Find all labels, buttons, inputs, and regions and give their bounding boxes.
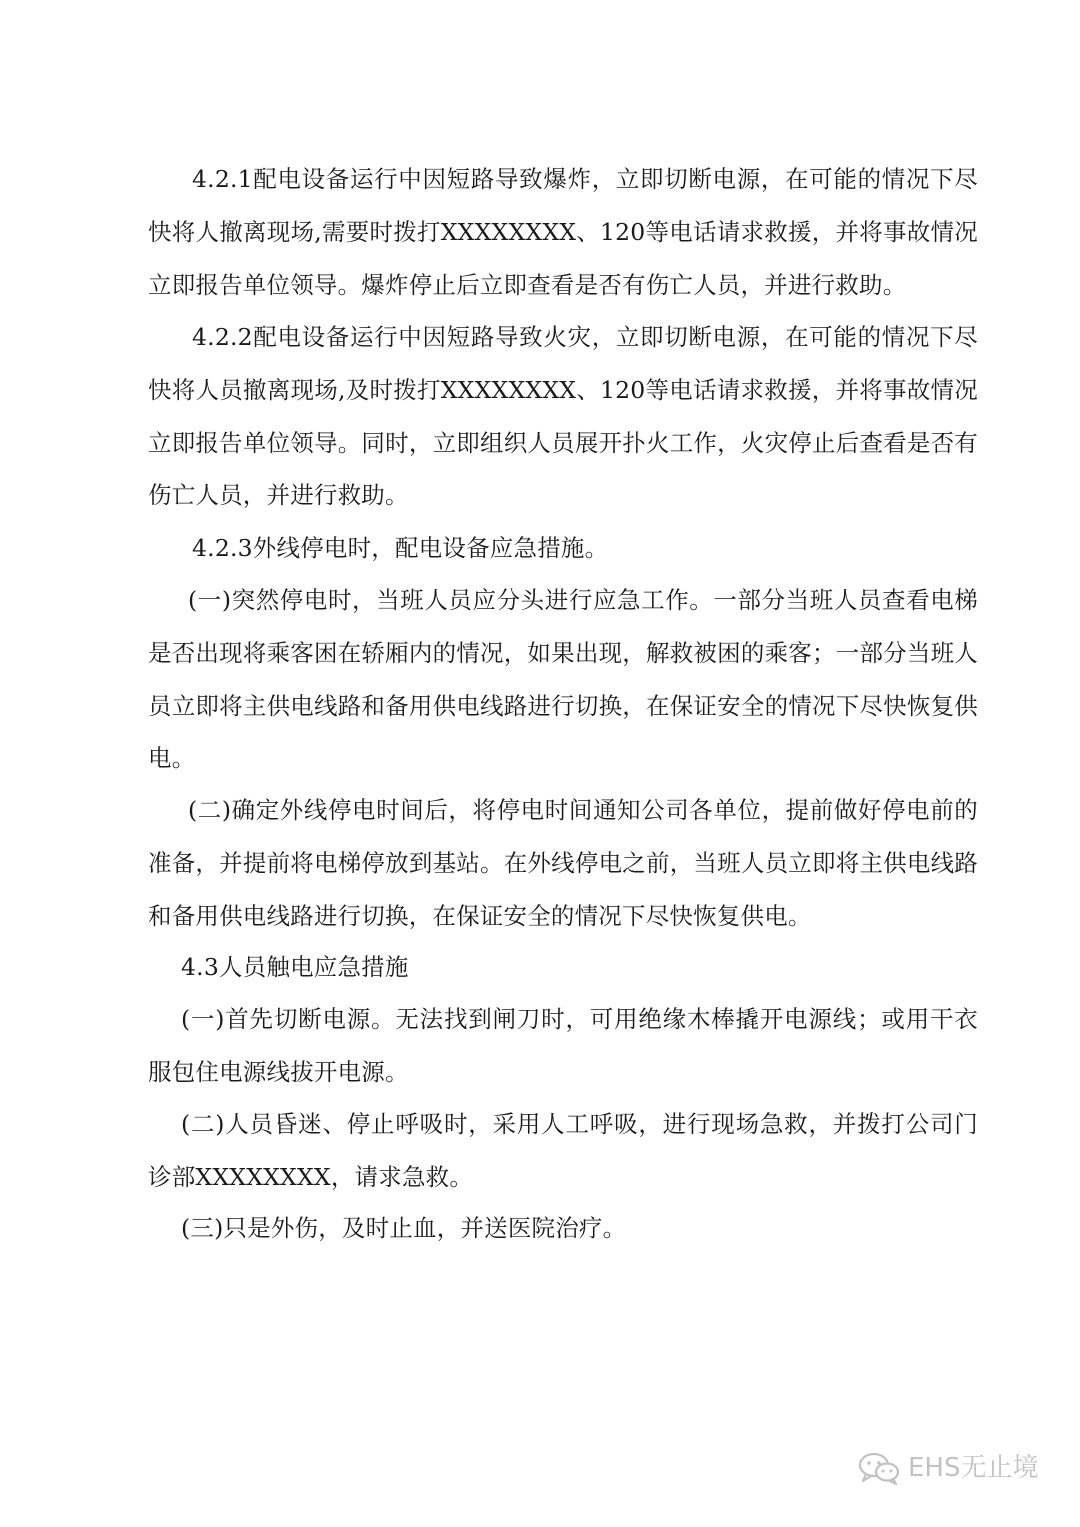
watermark-text: EHS无止境 bbox=[908, 1453, 1039, 1483]
paragraph-scheduled-outage: (二)确定外线停电时间后，将停电时间通知公司各单位，提前做好停电前的准备，并提前将电梯停放到基站。在外线停电之前，当班人员立即将主供电线路和备用供电线路进行切换，在保证安全的情况下尽快恢复供电。 bbox=[148, 796, 978, 930]
paragraph-sudden-outage: (一)突然停电时，当班人员应分头进行应急工作。一部分当班人员查看电梯是否出现将乘客困在轿厢内的情况，如果出现，解救被困的乘客；一部分当班人员立即将主供电线路和备用供电线路进行切换，在保证安全的情况下尽快恢复供电。 bbox=[148, 586, 978, 773]
watermark bbox=[858, 1448, 1038, 1488]
paragraph-cut-power: (一)首先切断电源。无法找到闸刀时，可用绝缘木棒撬开电源线；或用干衣服包住电源线拔开电源。 bbox=[148, 1005, 978, 1086]
paragraph-external-injury: (三)只是外伤，及时止血，并送医院治疗。 bbox=[181, 1214, 627, 1242]
paragraph-4-2-2: 4.2.2配电设备运行中因短路导致火灾，立即切断电源，在可能的情况下尽快将人员撤离现场,及时拨打XXXXXXXX、120等电话请求救援，并将事故情况立即报告单位领导。同时，立即组织人员展开扑火工作，火灾停止后查看是否有伤亡人员，并进行救助。 bbox=[148, 323, 978, 510]
paragraph-4-2-1: 4.2.1配电设备运行中因短路导致爆炸，立即切断电源，在可能的情况下尽快将人撤离现场,需要时拨打XXXXXXXX、120等电话请求救援，并将事故情况立即报告单位领导。爆炸停止后立即查看是否有伤亡人员，并进行救助。 bbox=[148, 165, 978, 299]
paragraph-4-2-3: 4.2.3外线停电时，配电设备应急措施。 bbox=[192, 534, 609, 562]
paragraph-4-3-heading: 4.3人员触电应急措施 bbox=[181, 953, 409, 981]
paragraph-artificial-respiration: (二)人员昏迷、停止呼吸时，采用人工呼吸，进行现场急救，并拨打公司门诊部XXXXXXXX，请求急救。 bbox=[148, 1110, 978, 1191]
wechat-icon bbox=[858, 1451, 900, 1485]
